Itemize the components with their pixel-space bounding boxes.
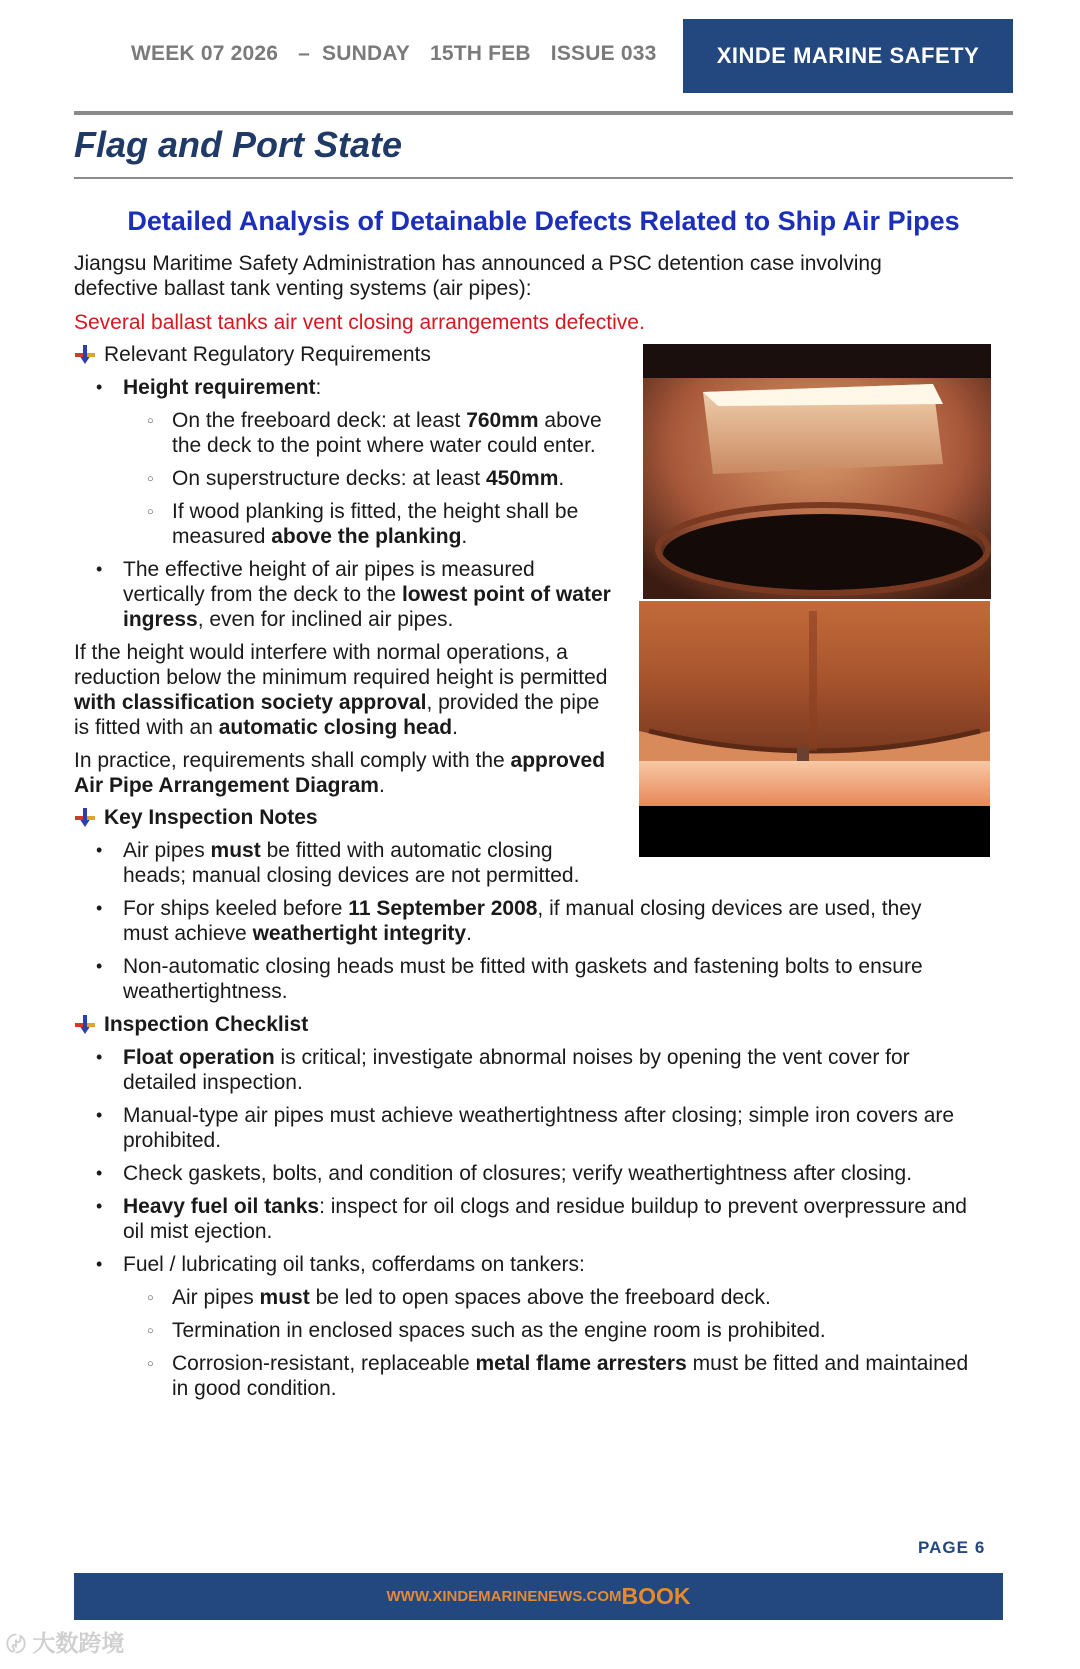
brand-name: XINDE MARINE SAFETY <box>716 43 980 68</box>
air-pipe-photo-top <box>643 344 991 599</box>
list-item: • Check gaskets, bolts, and condition of closures; verify weathertightness after closing. <box>96 1162 913 1185</box>
list-item: • Heavy fuel oil tanks: inspect for oil clogs and residue buildup to prevent overpressure and oil mist ejection. <box>96 1195 967 1243</box>
list-item: ○ On the freeboard deck: at least 760mm above the deck to the point where water could enter. <box>147 409 602 457</box>
list-item: • Float operation is critical; investigate abnormal noises by opening the vent cover for detailed inspection. <box>96 1046 910 1094</box>
list-item: ○ Corrosion-resistant, replaceable metal flame arresters must be fitted and maintained in good condition. <box>147 1352 969 1400</box>
header-separator: – <box>298 42 311 65</box>
section-title: Flag and Port State <box>74 124 403 165</box>
page-number: PAGE 6 <box>918 1538 986 1557</box>
list-item: ○ Termination in enclosed spaces such as the engine room is prohibited. <box>147 1319 826 1342</box>
brand-banner <box>683 19 1013 93</box>
list-item: • Height requirement: <box>96 376 322 399</box>
list-item: • Air pipes must be fitted with automatic closing heads; manual closing devices are not permitted. <box>96 839 580 887</box>
footer-url-link[interactable]: WWW.XINDEMARINENEWS.COM <box>386 1588 622 1605</box>
list-item: • Manual-type air pipes must achieve weathertightness after closing; simple iron covers are prohibited. <box>96 1104 955 1152</box>
intro-line: Jiangsu Maritime Safety Administration has announced a PSC detention case involving <box>74 252 882 275</box>
list-item: • Non-automatic closing heads must be fitted with gaskets and fastening bolts to ensure weathertightness. <box>96 955 923 1003</box>
air-pipe-photo-bottom <box>639 601 990 857</box>
footer-book-label: BOOK <box>621 1583 691 1609</box>
date-label: 15TH FEB <box>430 42 531 65</box>
footer-banner <box>74 1573 1003 1620</box>
practice-paragraph: In practice, requirements shall comply with the approved Air Pipe Arrangement Diagram. <box>74 749 606 797</box>
intro-line: defective ballast tank venting systems (air pipes): <box>74 277 532 300</box>
arrow-bullet-icon <box>74 344 96 366</box>
section-heading-key-notes: Key Inspection Notes <box>74 805 318 830</box>
arrow-bullet-icon <box>74 1014 96 1036</box>
list-item: • Fuel / lubricating oil tanks, cofferdams on tankers: <box>96 1253 585 1276</box>
arrow-bullet-icon <box>74 807 96 829</box>
section-divider <box>74 177 1013 179</box>
list-item: ○ Air pipes must be led to open spaces above the freeboard deck. <box>147 1286 771 1309</box>
day-label: SUNDAY <box>322 42 410 65</box>
issue-label: ISSUE 033 <box>550 42 657 65</box>
watermark: 〄 大数跨境 <box>6 1630 125 1656</box>
header-meta <box>131 42 677 66</box>
list-item: ○ If wood planking is fitted, the height shall be measured above the planking. <box>147 500 579 548</box>
section-heading-regulatory: Relevant Regulatory Requirements <box>74 342 431 367</box>
week-label: WEEK 07 2026 <box>131 42 279 65</box>
header-divider <box>74 111 1013 115</box>
height-exception-paragraph: If the height would interfere with normal operations, a reduction below the minimum required height is permitted with classification society approval, provided the pipe is fitted with an automatic closing head. <box>74 641 608 739</box>
defect-statement: Several ballast tanks air vent closing arrangements defective. <box>74 311 645 334</box>
watermark-logo-icon: 〄 <box>6 1634 26 1656</box>
list-item: ○ On superstructure decks: at least 450mm. <box>147 467 565 490</box>
intro-paragraph <box>74 251 882 301</box>
article-title: Detailed Analysis of Detainable Defects Related to Ship Air Pipes <box>127 206 960 236</box>
list-item: • The effective height of air pipes is measured vertically from the deck to the lowest point of water ingress, even for inclined air pipes. <box>96 558 611 631</box>
section-heading-checklist: Inspection Checklist <box>74 1012 308 1037</box>
list-item: • For ships keeled before 11 September 2008, if manual closing devices are used, they must achieve weathertight integrity. <box>96 897 922 945</box>
